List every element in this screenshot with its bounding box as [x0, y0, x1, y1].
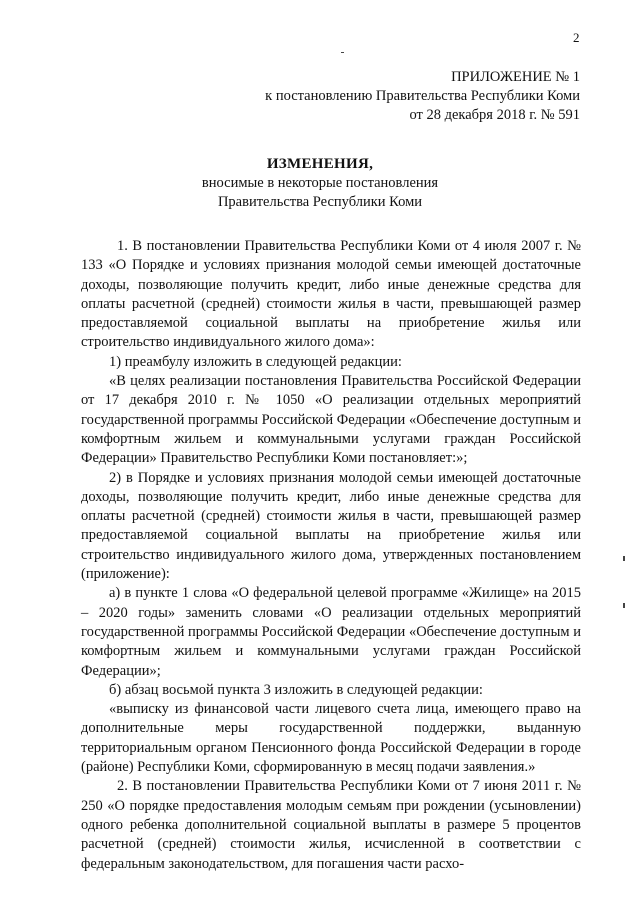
page-number: 2	[573, 30, 580, 45]
paragraph-1: 1. В постановлении Правительства Республики Коми от 4 июля 2007 г. № 133 «О Порядке и условиях признания молодой семьи имеющей достаточные доходы, позволяющие получить кредит, либо иные денежные средства для оплаты расчетной (средней) стоимости жилья в части, превышающей размер предоставляемой социальной выплаты на приобретение жилья или строительство индивидуального жилого дома»:	[81, 238, 581, 351]
annex-header	[265, 68, 580, 125]
document-title: ИЗМЕНЕНИЯ,	[266, 156, 374, 172]
document-heading	[0, 155, 640, 212]
scan-speck	[623, 556, 625, 561]
paragraph-4: 2) в Порядке и условиях признания молодой семьи имеющей достаточные доходы, позволяющие получить кредит, либо иные денежные средства для оплаты расчетной (средней) стоимости жилья в части, превышающей размер предоставляемой социальной выплаты на приобретение жилья или строительство индивидуального жилого дома, утвержденных постановлением (приложение):	[81, 469, 581, 583]
annex-reference: к постановлению Правительства Республики Коми	[265, 88, 580, 104]
paragraph-5: а) в пункте 1 слова «О федеральной целевой программе «Жилище» на 2015 – 2020 годы» заменить словами «О реализации отдельных мероприятий государственной программы Российской Федерации «Обеспечение доступным и комфортным жильем и коммунальными услугами граждан Российской Федерации»;	[81, 585, 581, 679]
annex-date: от 28 декабря 2018 г. № 591	[409, 107, 580, 123]
document-subtitle-line2: Правительства Республики Коми	[217, 194, 423, 210]
document-body	[81, 237, 581, 874]
paragraph-3: «В целях реализации постановления Правительства Российской Федерации от 17 декабря 2010 г. № 1050 «О реализации отдельных мероприятий государственной программы Российской Федерации «Обеспечение доступным и комфортным жильем и коммунальными услугами граждан Российской Федерации» Правительство Республики Коми постановляет:»;	[81, 373, 581, 467]
document-subtitle-line1: вносимые в некоторые постановления	[201, 175, 439, 191]
annex-title: ПРИЛОЖЕНИЕ № 1	[451, 69, 580, 85]
paragraph-8: 2. В постановлении Правительства Республики Коми от 7 июня 2011 г. № 250 «О порядке предоставления молодым семьям при рождении (усыновлении) одного ребенка дополнительной социальной выплаты в размере 5 процентов расчетной (средней) стоимости жилья, исчисленной в соответствии с федеральным законодательством, для погашения части расхо-	[81, 778, 581, 872]
paragraph-2: 1) преамбулу изложить в следующей редакции:	[109, 353, 402, 370]
paragraph-7: «выписку из финансовой части лицевого счета лица, имеющего право на дополнительные меры государственной поддержки, выданную территориальным органом Пенсионного фонда Российской Федерации в городе (районе) Республики Коми, сформированную в месяц подачи заявления.»	[81, 701, 581, 776]
scan-speck	[341, 52, 344, 53]
scan-speck	[623, 603, 625, 608]
paragraph-6: б) абзац восьмой пункта 3 изложить в следующей редакции:	[109, 681, 483, 698]
